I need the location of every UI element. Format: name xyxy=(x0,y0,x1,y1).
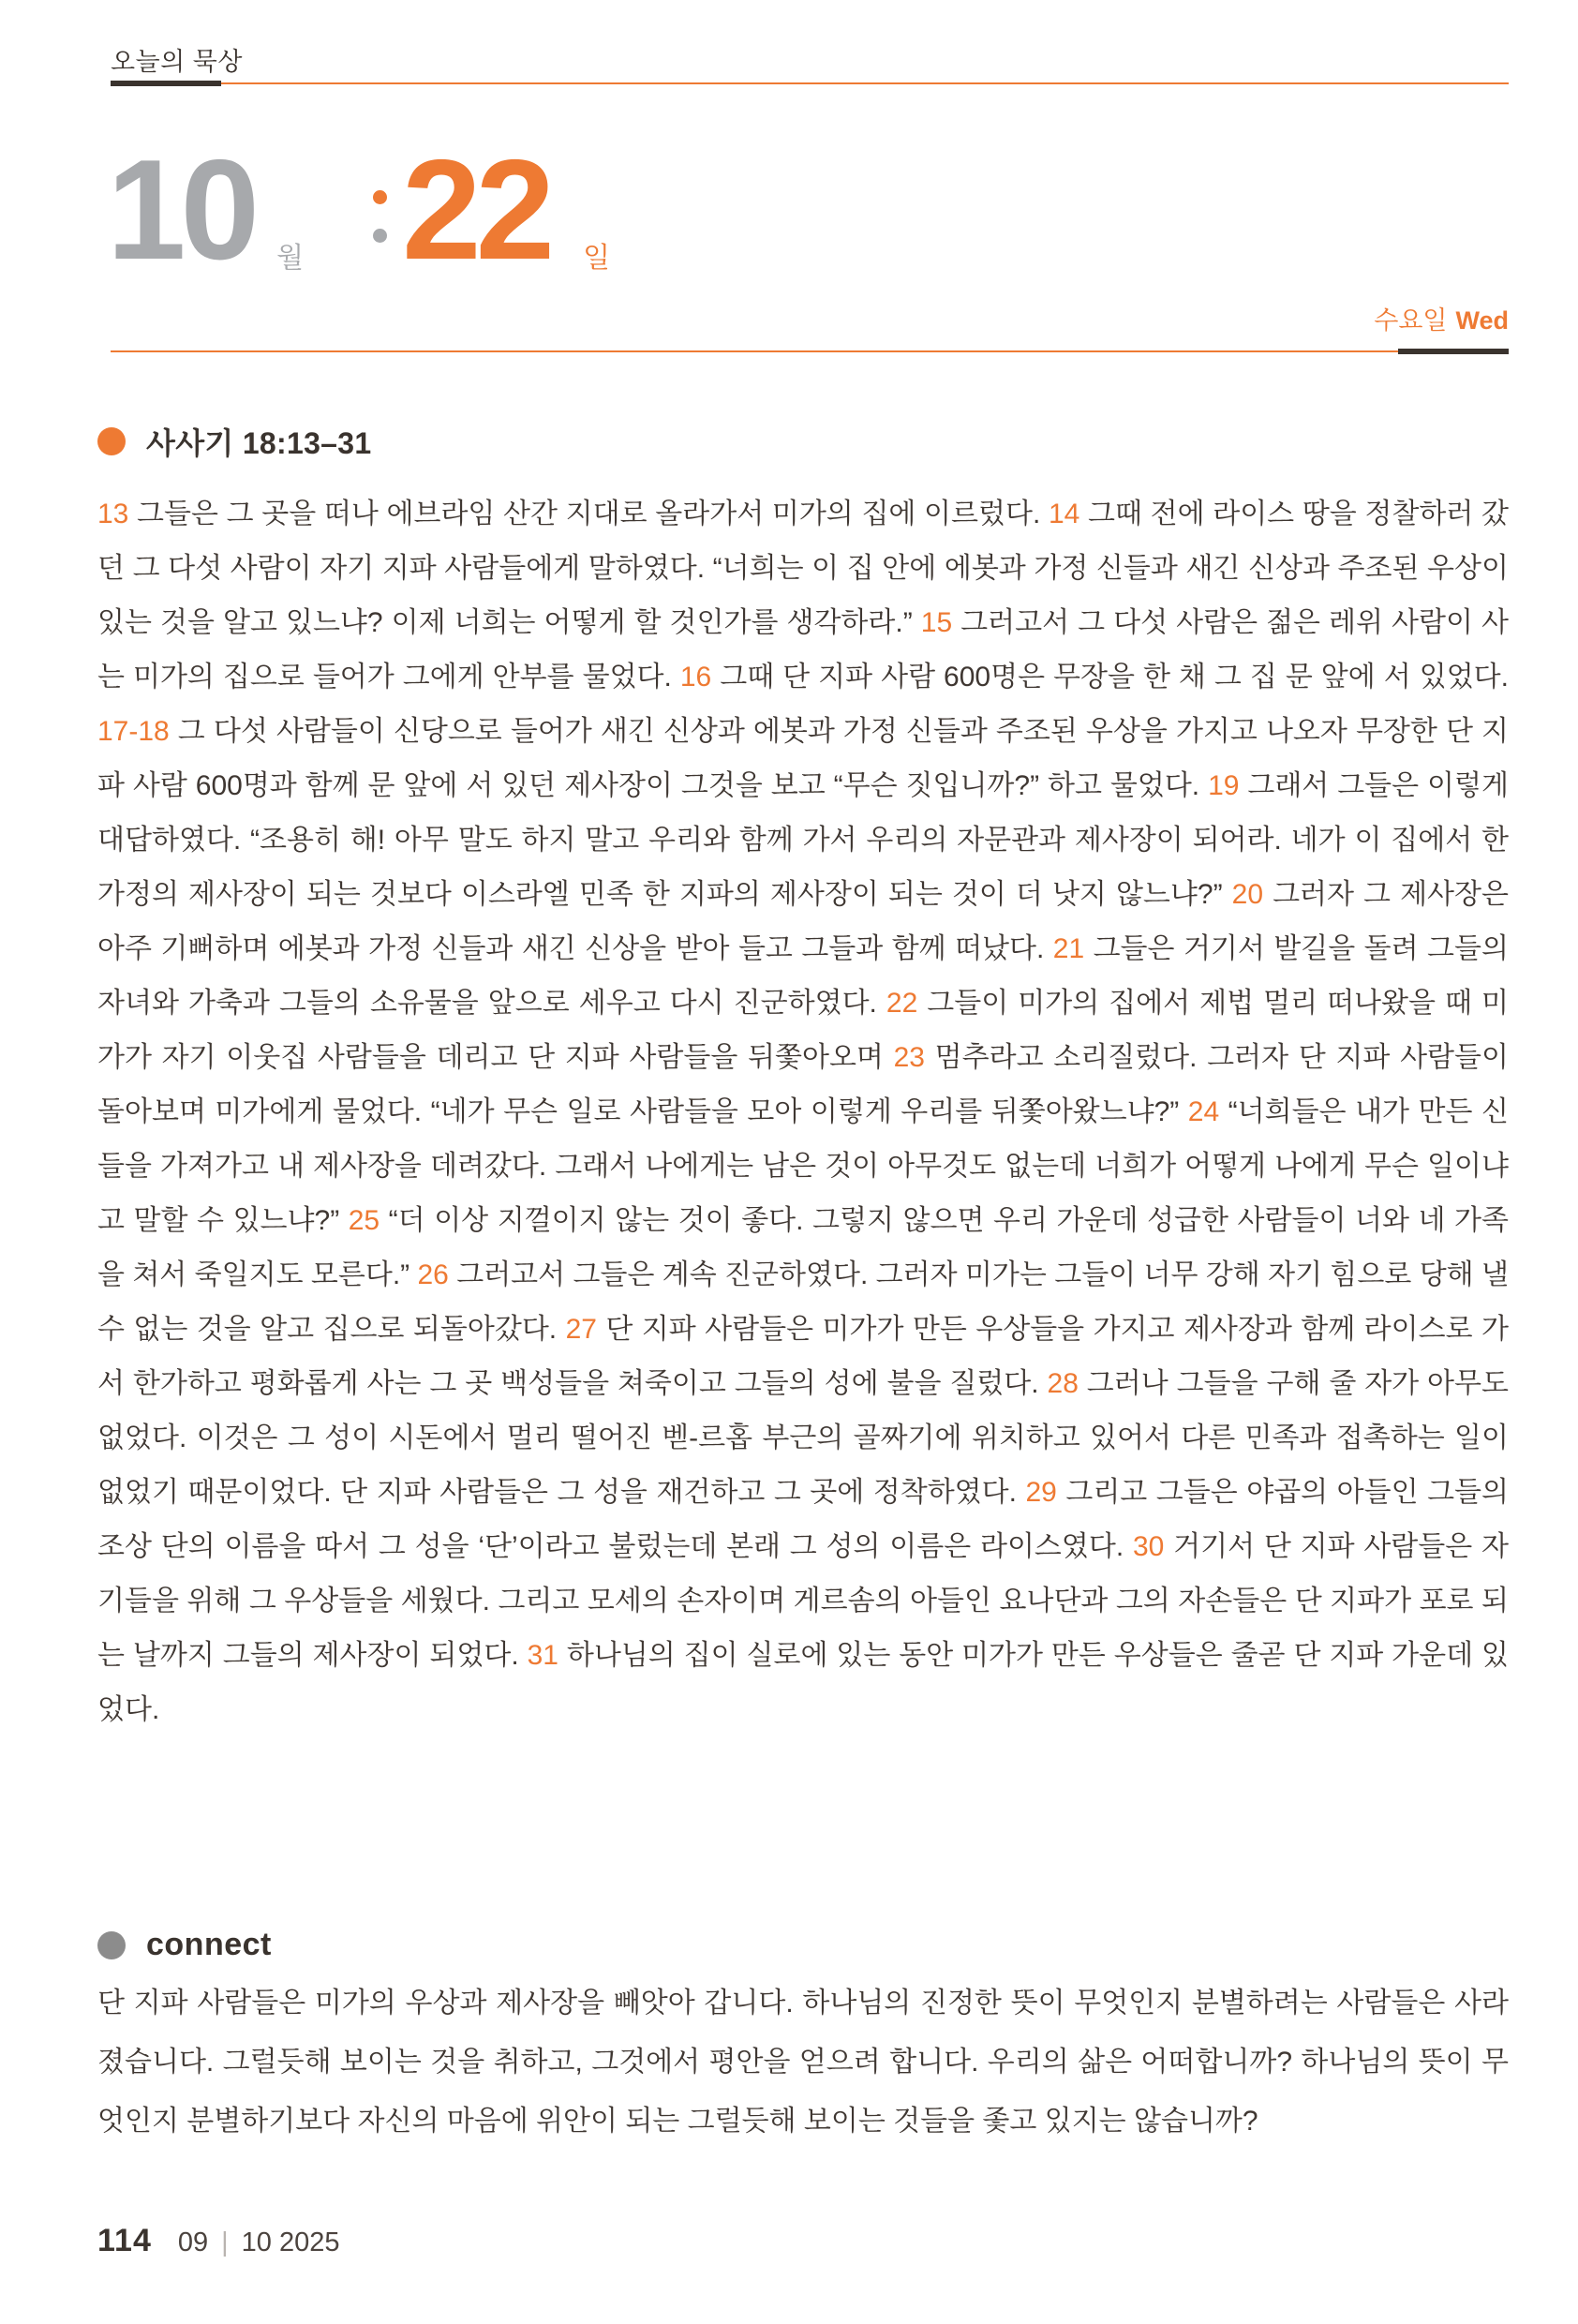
verse-number: 30 xyxy=(1133,1531,1165,1562)
verse-number: 20 xyxy=(1231,879,1264,910)
connect-title: connect xyxy=(146,1927,272,1962)
verse-number: 29 xyxy=(1025,1477,1057,1508)
scripture-reference: 사사기 18:13–31 xyxy=(146,426,372,460)
day-number: 22 xyxy=(402,130,550,290)
verse-text: 그러고서 그들은 계속 진군하였다. 그러자 미가는 그들이 너무 강해 자기 힘으로 당해 낼 수 없는 것을 알고 집으로 되돌아갔다. xyxy=(97,1259,1509,1345)
page-number: 114 xyxy=(97,2223,152,2258)
verse-text: 그러고서 그 다섯 사람은 젊은 레위 사람이 사는 미가의 집으로 들어가 그에게 안부를 물었다. xyxy=(97,607,1509,693)
verse-text: 그래서 그들은 이렇게 대답하였다. “조용히 해! 아무 말도 하지 말고 우리와 함께 가서 우리의 자문관과 제사장이 되어라. 네가 이 집에서 한 가정의 제사장이 되는 것보다 이스라엘 민족 한 지파의 제사장이 되는 것이 더 낫지 않느냐?” xyxy=(97,770,1509,910)
verse-number: 25 xyxy=(348,1205,380,1236)
connect-header xyxy=(97,1927,272,1963)
verse-number: 26 xyxy=(417,1259,449,1290)
date-colon-icon xyxy=(373,190,387,243)
verse-number: 19 xyxy=(1208,770,1240,801)
verse-text: 단 지파 사람들은 미가가 만든 우상들을 가지고 제사장과 함께 라이스로 가서 한가하고 평화롭게 사는 그 곳 백성들을 쳐죽이고 그들의 성에 불을 질렀다. xyxy=(97,1314,1509,1399)
verse-number: 24 xyxy=(1187,1096,1220,1127)
gray-bullet-icon xyxy=(97,1931,126,1959)
verse-text: 그 다섯 사람들이 신당으로 들어가 새긴 신상과 에봇과 가정 신들과 주조된 우상을 가지고 나오자 무장한 단 지파 사람 600명과 함께 문 앞에 서 있던 제사장이 그것을 보고 “무슨 짓입니까?” 하고 물었다. xyxy=(97,716,1509,801)
divider-orange-segment xyxy=(111,350,1398,352)
scripture-passage xyxy=(97,487,1509,1737)
verse-text: “너희들은 내가 만든 신들을 가져가고 내 제사장을 데려갔다. 그래서 나에게는 남은 것이 아무것도 없는데 너희가 어떻게 나에게 무슨 일이냐고 말할 수 있느냐?” xyxy=(97,1096,1509,1236)
weekday-korean: 수요일 xyxy=(1374,306,1448,335)
verse-number: 16 xyxy=(679,662,712,693)
verse-number: 28 xyxy=(1047,1368,1079,1399)
verse-text: 그때 단 지파 사람 600명은 무장을 한 채 그 집 문 앞에 서 있었다. xyxy=(711,662,1509,693)
verse-text: 그러나 그들을 구해 줄 자가 아무도 없었다. 이것은 그 성이 시돈에서 멀리 떨어진 벧-르홉 부근의 골짜기에 위치하고 있어서 다른 민족과 접촉하는 일이 없었기 때문이었다. 단 지파 사람들은 그 성을 재건하고 그 곳에 정착하였다. xyxy=(97,1368,1510,1508)
scripture-header xyxy=(97,420,371,463)
colon-dot-orange xyxy=(373,190,387,204)
verse-number: 31 xyxy=(527,1640,558,1671)
weekday-english: Wed xyxy=(1455,306,1509,335)
verse-text: 하나님의 집이 실로에 있는 동안 미가가 만든 우상들은 줄곧 단 지파 가운데 있었다. xyxy=(97,1640,1509,1725)
verse-text: 그들은 그 곳을 떠나 에브라임 산간 지대로 올라가서 미가의 집에 이르렀다. xyxy=(128,499,1041,529)
verse-number: 22 xyxy=(886,988,918,1019)
verse-text: 그들이 미가의 집에서 제법 멀리 떠나왔을 때 미가가 자기 이웃집 사람들을 데리고 단 지파 사람들을 뒤쫓아오며 xyxy=(97,988,1509,1073)
divider-dark-segment xyxy=(111,81,221,86)
verse-number: 15 xyxy=(920,607,953,638)
verse-number: 23 xyxy=(893,1042,925,1073)
verse-number: 13 xyxy=(97,499,129,529)
verse-number: 21 xyxy=(1052,933,1085,964)
edition-month-left: 09 xyxy=(177,2227,209,2257)
verse-text: 그리고 그들은 야곱의 아들인 그들의 조상 단의 이름을 따서 그 성을 ‘단’이라고 불렀는데 본래 그 성의 이름은 라이스였다. xyxy=(97,1477,1510,1562)
orange-bullet-icon xyxy=(97,427,126,455)
verse-number: 27 xyxy=(565,1314,597,1345)
verse-text: 멈추라고 소리질렀다. 그러자 단 지파 사람들이 돌아보며 미가에게 물었다. “네가 무슨 일로 사람들을 모아 이렇게 우리를 뒤쫓아왔느냐?” xyxy=(97,1042,1509,1127)
verse-text: 그들은 거기서 발길을 돌려 그들의 자녀와 가축과 그들의 소유물을 앞으로 세우고 다시 진군하였다. xyxy=(97,933,1509,1019)
colon-dot-gray xyxy=(373,229,387,243)
top-divider xyxy=(111,81,1509,86)
edition-label xyxy=(178,2227,340,2258)
month-unit-label: 월 xyxy=(276,242,305,274)
weekday-label xyxy=(1374,300,1509,336)
edition-divider: | xyxy=(221,2227,229,2257)
date-display xyxy=(107,130,611,290)
verse-number: 14 xyxy=(1048,499,1080,529)
divider-dark-segment xyxy=(1398,349,1509,354)
verse-text: 그때 전에 라이스 땅을 정찰하러 갔던 그 다섯 사람이 자기 지파 사람들에게 말하였다. “너희는 이 집 안에 에봇과 가정 신들과 새긴 신상과 주조된 우상이 있는 것을 알고 있느냐? 이제 너희는 어떻게 할 것인가를 생각하라.” xyxy=(97,499,1509,638)
edition-month-right: 10 2025 xyxy=(241,2227,340,2257)
header-bottom-divider xyxy=(111,349,1509,354)
section-label: 오늘의 묵상 xyxy=(111,48,243,76)
page-footer xyxy=(97,2223,340,2259)
connect-body: 단 지파 사람들은 미가의 우상과 제사장을 빼앗아 갑니다. 하나님의 진정한 뜻이 무엇인지 분별하려는 사람들은 사라졌습니다. 그럴듯해 보이는 것을 취하고, 그것에서 평안을 얻으려 합니다. 우리의 삶은 어떠합니까? 하나님의 뜻이 무엇인지 분별하기보다 자신의 마음에 위안이 되는 그럴듯해 보이는 것들을 좇고 있지는 않습니까? xyxy=(97,1988,1509,2137)
verse-number: 17-18 xyxy=(97,716,170,747)
month-number: 10 xyxy=(107,130,255,290)
day-unit-label: 일 xyxy=(583,242,611,274)
verse-text: 거기서 단 지파 사람들은 자기들을 위해 그 우상들을 세웠다. 그리고 모세의 손자이며 게르솜의 아들인 요나단과 그의 자손들은 단 지파가 포로 되는 날까지 그들의 제사장이 되었다. xyxy=(97,1531,1509,1671)
divider-orange-segment xyxy=(221,82,1509,84)
verse-text: “더 이상 지껄이지 않는 것이 좋다. 그렇지 않으면 우리 가운데 성급한 사람들이 너와 네 가족을 쳐서 죽일지도 모른다.” xyxy=(97,1205,1509,1290)
verse-text: 그러자 그 제사장은 아주 기뻐하며 에봇과 가정 신들과 새긴 신상을 받아 들고 그들과 함께 떠났다. xyxy=(97,879,1509,964)
